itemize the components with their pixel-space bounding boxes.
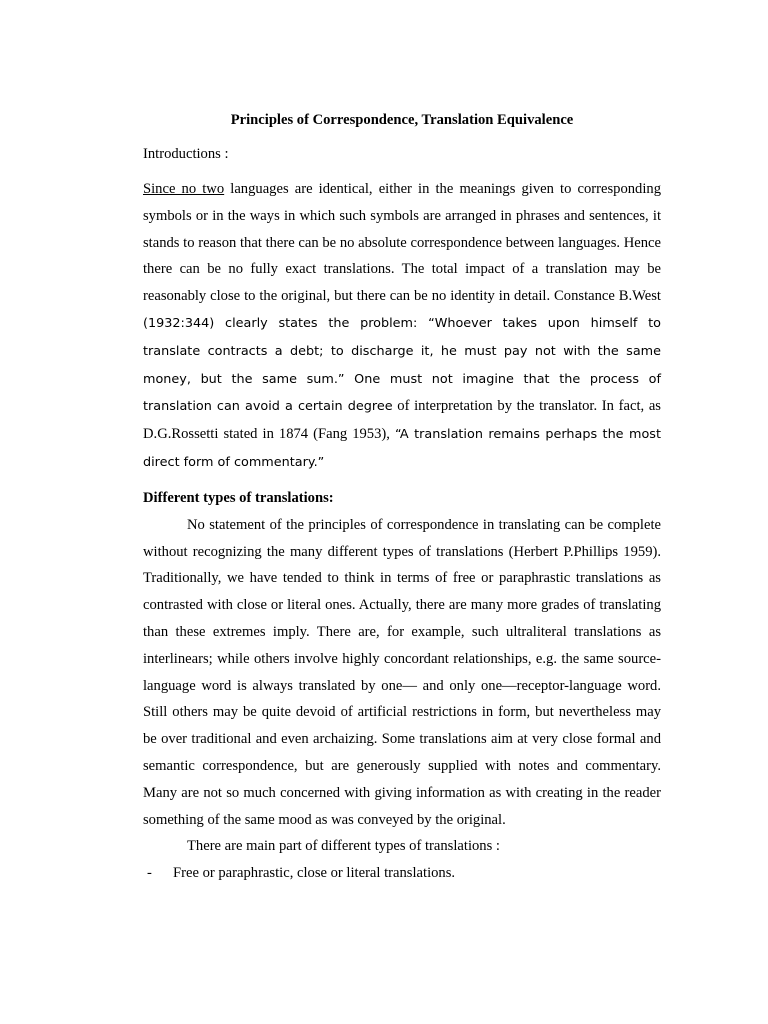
intro-underlined-lead: Since no two [143, 181, 225, 197]
document-page [143, 108, 661, 887]
intro-text-after-quote: of interpretation by the translator. In fact, as D.G.Rossetti stated in 1874 (Fang 1953), [143, 398, 661, 443]
document-title: Principles of Correspondence, Translation Equivalence [230, 112, 574, 128]
intro-text-before-quote: languages are identical, either in the meanings given to corresponding symbols or in the ways in which such symbols are arranged in phrases and sentences, it stands to reason that there can be no absolute correspondence between languages. Hence there can be no fully exact translations. The total impact of a translation may be reasonably close to the original, but there can be no identity in detail. Constance B.West [143, 181, 661, 305]
list-item-text: Free or paraphrastic, close or literal translations. [173, 865, 456, 882]
intro-paragraph [143, 176, 661, 477]
intro-label: Introductions : [143, 146, 229, 162]
intro-quote-west: (1932:344) clearly states the problem: “Whoever takes upon himself to translate contracts a debt; to discharge it, he must pay not with the same money, but the same sum.” One must not imagine that the process of translation can avoid a certain degree [143, 315, 661, 415]
intro-quote-rossetti: “A translation remains perhaps the most direct form of commentary.” [143, 427, 661, 470]
list-intro: There are main part of different types of translations : [187, 838, 500, 855]
section-heading: Different types of translations: [143, 489, 334, 506]
list-item [143, 860, 661, 887]
section-paragraph: No statement of the principles of correspondence in translating can be complete without recognizing the many different types of translations (Herbert P.Phillips 1959). Traditionally, we have tended to think in terms of free or paraphrastic translations as contrasted with close or literal ones. Actually, there are many more grades of translating than these extremes imply. There are, for example, such ultraliteral translations as interlinears; while others involve highly concordant relationships, e.g. the same source-language word is always translated by one— and only one—receptor-language word. Still others may be quite devoid of artificial restrictions in form, but nevertheless may be over traditional and even archaizing. Some translations aim at very close formal and semantic correspondence, but are generously supplied with notes and commentary. Many are not so much concerned with giving information as with creating in the reader something of the same mood as was conveyed by the original. [143, 516, 661, 828]
list-item-marker: - [147, 865, 152, 882]
